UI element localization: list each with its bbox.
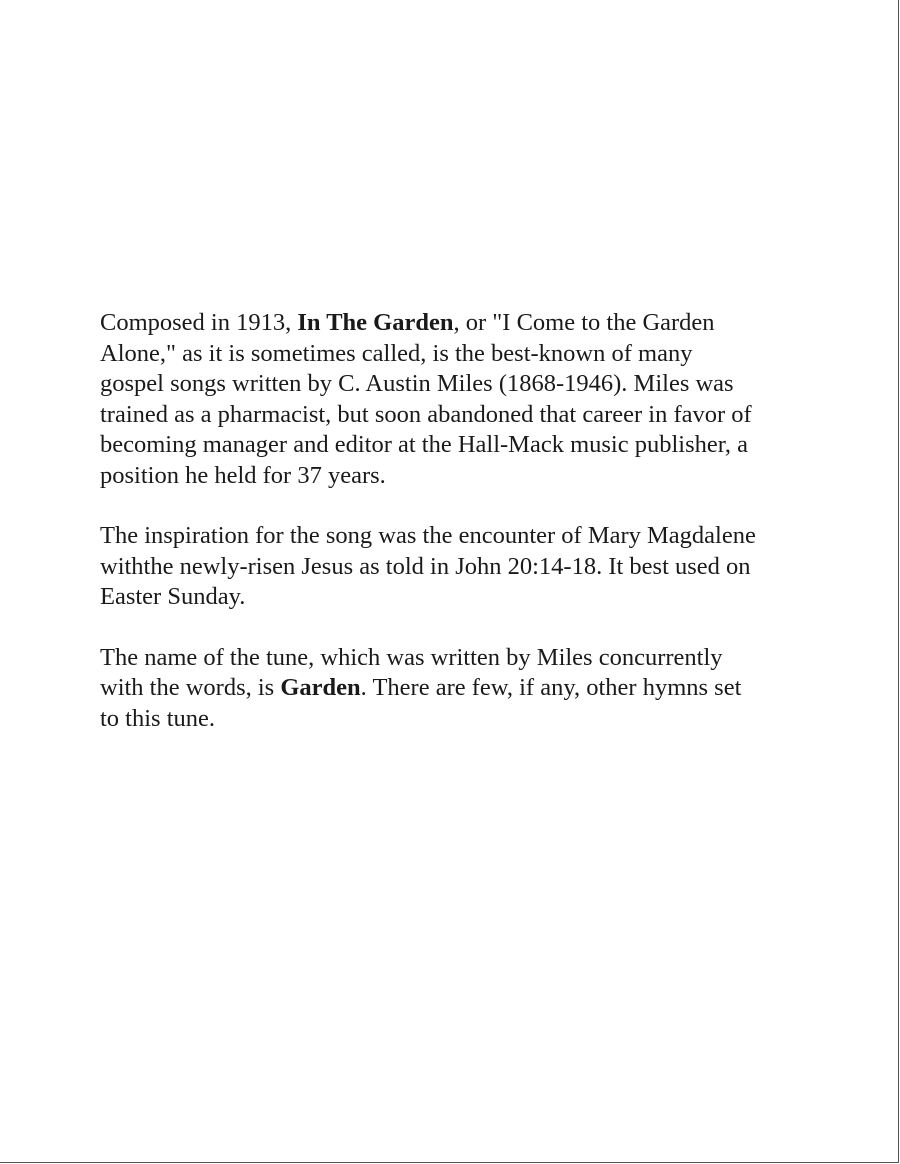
- text-line: becoming manager and editor at the Hall-Mack music publisher, a: [100, 431, 749, 458]
- text-line: The name of the tune, which was written by Miles concurrently: [100, 643, 723, 671]
- text-line: Easter Sunday.: [100, 583, 246, 610]
- text-line: withthe newly-risen Jesus as told in John 20:14-18. It best used on: [100, 552, 751, 580]
- document-body: [100, 308, 820, 764]
- paragraph-tune: [100, 643, 820, 735]
- tune-name: Garden: [280, 674, 361, 701]
- song-title: In The Garden: [297, 309, 454, 336]
- text-line: Composed in 1913, In The Garden, or "I Come to the Garden: [100, 309, 715, 336]
- text-line: The inspiration for the song was the encounter of Mary Magdalene: [100, 522, 756, 549]
- text-line: position he held for 37 years.: [100, 461, 386, 489]
- paragraph-history: [100, 308, 820, 491]
- text-line: with the words, is Garden. There are few, if any, other hymns set: [100, 674, 742, 701]
- text-line: Alone," as it is sometimes called, is the best-known of many: [100, 339, 693, 367]
- text-line: trained as a pharmacist, but soon abandoned that career in favor of: [100, 400, 752, 428]
- text-line: to this tune.: [100, 704, 216, 732]
- paragraph-inspiration: [100, 521, 820, 613]
- text-line: gospel songs written by C. Austin Miles (1868-1946). Miles was: [100, 370, 734, 397]
